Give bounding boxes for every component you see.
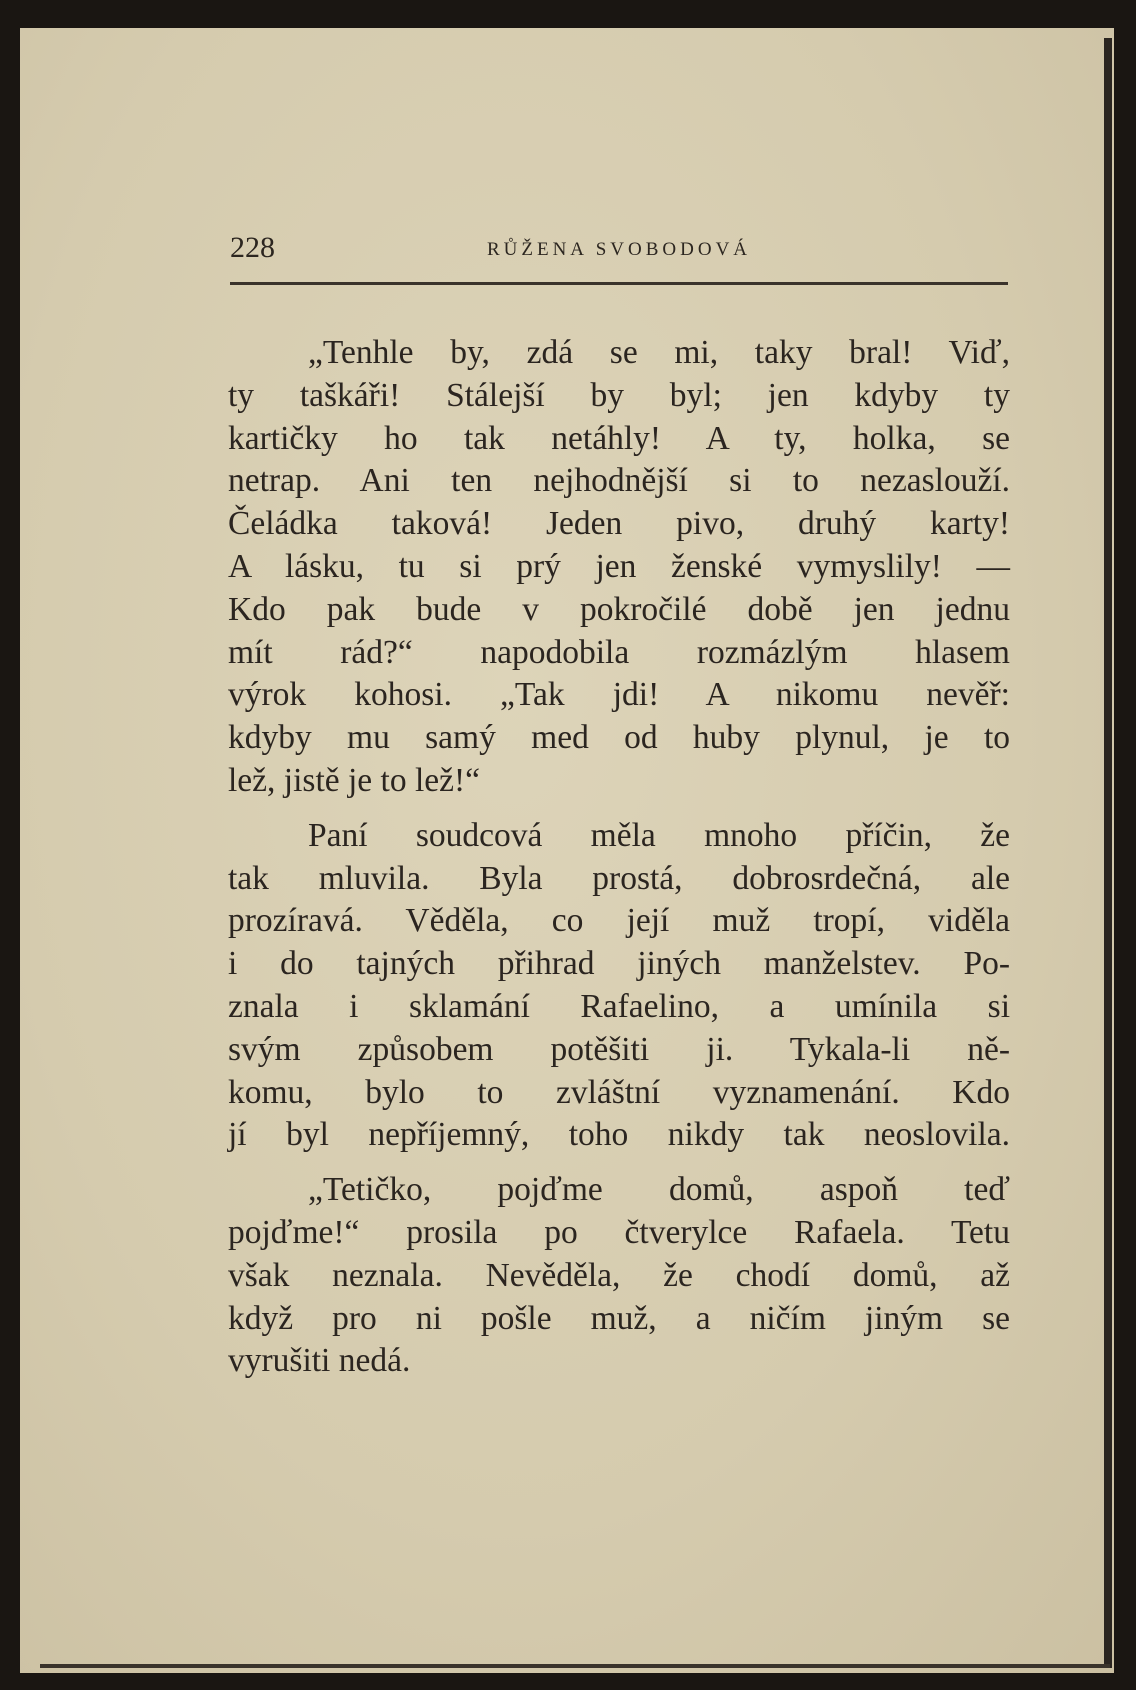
text-line: komu, bylo to zvláštní vyznamenání. Kdo	[228, 1073, 1010, 1111]
text-line: „Tetičko, pojďme domů, aspoň teď	[308, 1171, 1010, 1209]
text-line: výrok kohosi. „Tak jdi! A nikomu nevěř:	[228, 676, 1010, 714]
text-line: když pro ni pošle muž, a ničím jiným se	[228, 1299, 1010, 1337]
text-line: tak mluvila. Byla prostá, dobrosrdečná, ale	[228, 859, 1010, 897]
text-line: znala i sklamání Rafaelino, a umínila si	[228, 987, 1010, 1025]
header-rule	[230, 282, 1008, 285]
text-line: lež, jistě je to lež!“	[228, 761, 481, 799]
text-line: svým způsobem potěšiti ji. Tykala-li ně-	[228, 1030, 1010, 1068]
text-line: prozíravá. Věděla, co její muž tropí, viděla	[228, 902, 1010, 940]
text-line: Čeládka taková! Jeden pivo, druhý karty!	[228, 505, 1010, 543]
page-bottom-edge	[40, 1664, 1110, 1668]
text-line: Paní soudcová měla mnoho příčin, že	[308, 816, 1010, 854]
running-head: RŮŽENA SVOBODOVÁ	[486, 239, 752, 260]
text-line: vyrušiti nedá.	[228, 1342, 411, 1380]
text-line: A lásku, tu si prý jen ženské vymyslily! —	[228, 547, 1010, 585]
page-edge	[1104, 38, 1112, 1668]
text-line: kartičky ho tak netáhly! A ty, holka, se	[228, 419, 1010, 457]
paragraph	[228, 815, 1010, 1157]
page-number: 228	[230, 231, 275, 264]
text-line: i do tajných přihrad jiných manželstev. Po-	[228, 945, 1010, 983]
body-text	[228, 332, 1010, 1395]
text-line: mít rád?“ napodobila rozmázlým hlasem	[228, 633, 1010, 671]
text-line: pojďme!“ prosila po čtverylce Rafaela. Tetu	[228, 1213, 1010, 1251]
text-line: ty taškáři! Stálejší by byl; jen kdyby ty	[228, 376, 1010, 414]
text-line: Kdo pak bude v pokročilé době jen jednu	[228, 590, 1010, 628]
text-line: netrap. Ani ten nejhodnější si to nezaslouží.	[228, 462, 1010, 500]
text-line: kdyby mu samý med od huby plynul, je to	[228, 719, 1010, 757]
page-header	[230, 228, 1008, 268]
text-line: jí byl nepříjemný, toho nikdy tak neoslovila.	[228, 1116, 1010, 1154]
text-line: však neznala. Nevěděla, že chodí domů, až	[228, 1256, 1010, 1294]
paragraph	[228, 1169, 1010, 1383]
text-line: „Tenhle by, zdá se mi, taky bral! Viď,	[308, 334, 1010, 371]
paragraph	[228, 332, 1010, 803]
